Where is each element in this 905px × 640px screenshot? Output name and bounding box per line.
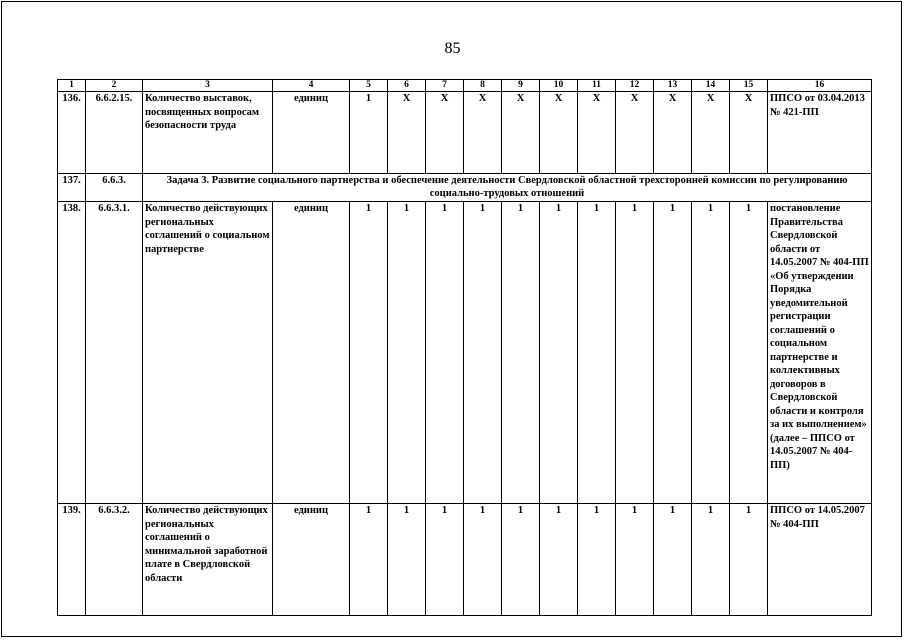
indicator-name: Количество выставок, посвященных вопросам безопасности труда — [143, 92, 273, 174]
value-cell: 1 — [502, 202, 540, 504]
page-number: 85 — [444, 40, 461, 57]
value-cell: 1 — [692, 202, 730, 504]
task-title: Задача 3. Развитие социального партнерства и обеспечение деятельности Свердловской областной трехсторонней комиссии по регулированию социально-трудовых отношений — [143, 174, 872, 202]
value-cell: 1 — [730, 202, 768, 504]
value-cell: 1 — [616, 202, 654, 504]
column-header: 11 — [578, 80, 616, 92]
task-row — [58, 174, 872, 202]
item-code: 6.6.3.2. — [86, 504, 143, 616]
value-cell: 1 — [616, 504, 654, 616]
indicator-name: Количество действующих региональных соглашений о социальном партнерстве — [143, 202, 273, 504]
column-header: 6 — [388, 80, 426, 92]
column-number-row — [58, 80, 872, 92]
unit: единиц — [273, 92, 350, 174]
value-cell: X — [426, 92, 464, 174]
column-header: 10 — [540, 80, 578, 92]
item-code: 6.6.3. — [86, 174, 143, 202]
table-row — [58, 92, 872, 174]
value-cell: 1 — [502, 504, 540, 616]
value-cell: 1 — [350, 202, 388, 504]
unit: единиц — [273, 202, 350, 504]
row-number: 136. — [58, 92, 86, 174]
column-header: 7 — [426, 80, 464, 92]
indicator-name: Количество действующих региональных соглашений о минимальной заработной плате в Свердловской области — [143, 504, 273, 616]
source-document: ППСО от 03.04.2013 № 421-ПП — [768, 92, 872, 174]
item-code: 6.6.3.1. — [86, 202, 143, 504]
table-row — [58, 504, 872, 616]
value-cell: 1 — [350, 92, 388, 174]
value-cell: X — [388, 92, 426, 174]
value-cell: 1 — [540, 202, 578, 504]
source-document: постановление Правительства Свердловской области от 14.05.2007 № 404-ПП «Об утверждении Порядка уведомительной регистрации соглашений о социальном партнерстве и коллективных договоров в Свердловской области и контроля за их выполнением» (далее – ППСО от 14.05.2007 № 404-ПП) — [768, 202, 872, 504]
value-cell: X — [692, 92, 730, 174]
value-cell: X — [540, 92, 578, 174]
table-row — [58, 202, 872, 504]
column-header: 8 — [464, 80, 502, 92]
row-number: 137. — [58, 174, 86, 202]
column-header: 4 — [273, 80, 350, 92]
unit: единиц — [273, 504, 350, 616]
value-cell: 1 — [388, 202, 426, 504]
value-cell: 1 — [654, 504, 692, 616]
column-header: 16 — [768, 80, 872, 92]
value-cell: 1 — [426, 202, 464, 504]
value-cell: X — [464, 92, 502, 174]
column-header: 9 — [502, 80, 540, 92]
value-cell: 1 — [350, 504, 388, 616]
column-header: 15 — [730, 80, 768, 92]
column-header: 3 — [143, 80, 273, 92]
value-cell: X — [502, 92, 540, 174]
value-cell: 1 — [578, 202, 616, 504]
value-cell: 1 — [464, 504, 502, 616]
column-header: 13 — [654, 80, 692, 92]
value-cell: X — [578, 92, 616, 174]
value-cell: 1 — [692, 504, 730, 616]
row-number: 138. — [58, 202, 86, 504]
column-header: 1 — [58, 80, 86, 92]
column-header: 14 — [692, 80, 730, 92]
value-cell: X — [616, 92, 654, 174]
value-cell: 1 — [730, 504, 768, 616]
value-cell: X — [730, 92, 768, 174]
item-code: 6.6.2.15. — [86, 92, 143, 174]
value-cell: 1 — [388, 504, 426, 616]
value-cell: 1 — [464, 202, 502, 504]
row-number: 139. — [58, 504, 86, 616]
column-header: 12 — [616, 80, 654, 92]
column-header: 2 — [86, 80, 143, 92]
indicators-table — [57, 79, 872, 616]
column-header: 5 — [350, 80, 388, 92]
value-cell: 1 — [654, 202, 692, 504]
source-document: ППСО от 14.05.2007 № 404-ПП — [768, 504, 872, 616]
value-cell: 1 — [578, 504, 616, 616]
value-cell: 1 — [426, 504, 464, 616]
value-cell: X — [654, 92, 692, 174]
value-cell: 1 — [540, 504, 578, 616]
